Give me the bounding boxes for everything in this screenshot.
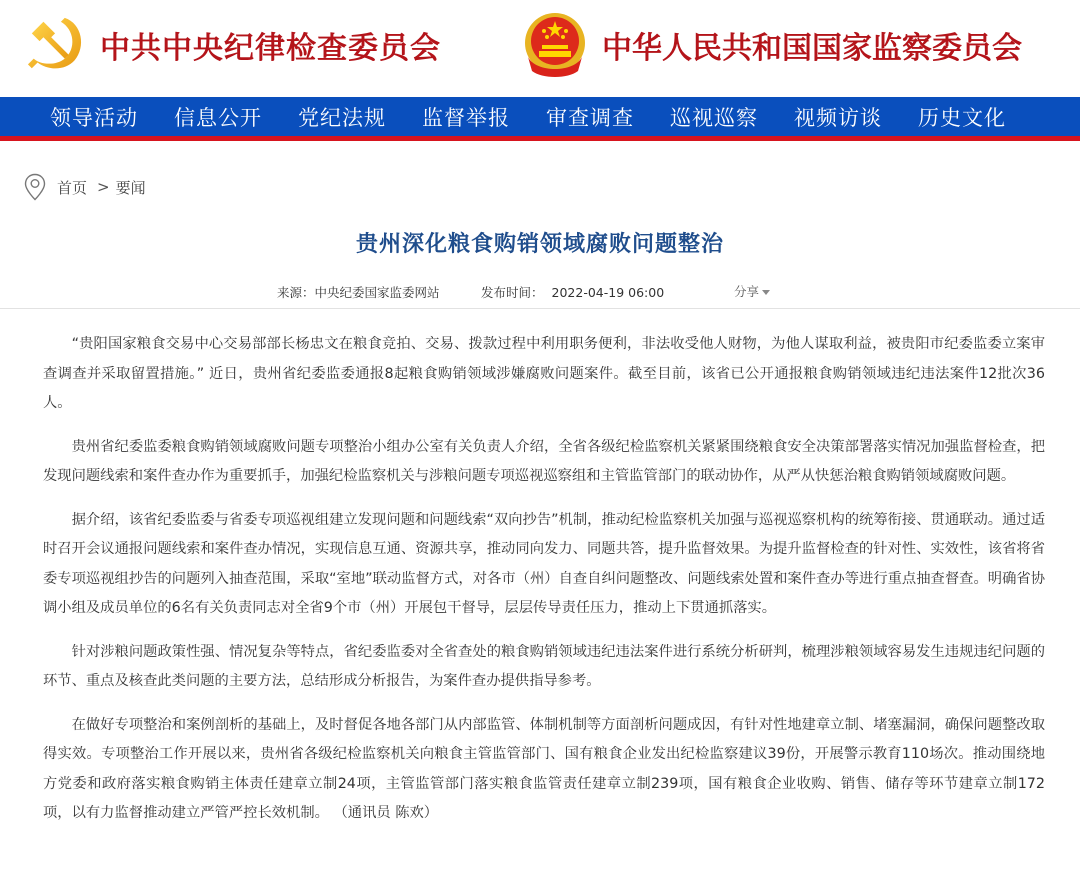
nav-item-inspection[interactable]: 巡视巡察 <box>670 105 758 130</box>
article-source: 来源：中央纪委国家监委网站 <box>277 285 440 300</box>
national-emblem-icon <box>522 11 588 79</box>
main-nav <box>0 97 1080 141</box>
publish-time-label: 发布时间： <box>481 285 544 300</box>
article-paragraph: “贵阳国家粮食交易中心交易部部长杨忠文在粮食竞拍、交易、拨款过程中利用职务便利，非法收受他人财物，为他人谋取利益，被贵阳市纪委监委立案审查调查并采取留置措施。” 近日，贵州省纪委监委通报8起粮食购销领域涉嫌腐败问题案件。截至目前，该省已公开通报粮食购销领域违纪违法案件12批次36人。 <box>43 336 1045 411</box>
article-paragraph: 据介绍，该省纪委监委与省委专项巡视组建立发现问题和问题线索“双向抄告”机制，推动纪检监察机关加强与巡视巡察机构的统筹衔接、贯通联动。通过适时召开会议通报问题线索和案件查办情况，实现信息互通、资源共享，推动同向发力、同题共答，提升监督效果。为提升监督检查的针对性、实效性，该省将省委专项巡视组抄告的问题列入抽查范围，采取“室地”联动监督方式，对各市（州）自查自纠问题整改、问题线索处置和案件查办等进行重点抽查督查。明确省协调小组及成员单位的6名有关负责同志对全省9个市（州）开展包干督导，层层传导责任压力，推动上下贯通抓落实。 <box>43 511 1045 616</box>
share-label: 分享 <box>734 284 760 299</box>
nav-item-leadership[interactable]: 领导活动 <box>50 105 138 130</box>
location-pin-icon <box>24 173 46 201</box>
share-dropdown[interactable] <box>734 282 770 300</box>
article-title: 贵州深化粮食购销领域腐败问题整治 <box>355 232 724 257</box>
nav-item-video[interactable]: 视频访谈 <box>794 105 882 130</box>
article-paragraph: 在做好专项整治和案例剖析的基础上，及时督促各地各部门从内部监管、体制机制等方面剖析问题成因，有针对性地建章立制、堵塞漏洞，确保问题整改取得实效。专项整治工作开展以来，贵州省各级纪检监察机关向粮食主管监管部门、国有粮食企业发出纪检监察建议39份，开展警示教育110场次。推动围绕地方党委和政府落实粮食购销主体责任建章立制24项，主管监管部门落实粮食监管责任建章立制239项，国有粮食企业收购、销售、储存等环节建章立制172项，以有力监督推动建立严管严控长效机制。 （通讯员 陈欢） <box>43 716 1045 821</box>
article-paragraph: 针对涉粮问题政策性强、情况复杂等特点，省纪委监委对全省查处的粮食购销领域违纪违法案件进行系统分析研判，梳理涉粮领域容易发生违规违纪问题的环节、重点及核查此类问题的主要方法，总结形成分析报告，为案件查办提供指导参考。 <box>43 643 1045 689</box>
meta-divider <box>0 308 1080 309</box>
breadcrumb-separator: > <box>97 178 110 196</box>
caret-down-icon <box>762 290 770 295</box>
article-body <box>43 330 1045 843</box>
ccdi-logo-link[interactable] <box>26 0 441 90</box>
site-header <box>0 0 1080 97</box>
nav-item-report[interactable]: 监督举报 <box>422 105 510 130</box>
hammer-sickle-icon <box>26 14 88 76</box>
article-publish-time <box>481 283 664 301</box>
nsc-logo-link[interactable] <box>522 0 1022 90</box>
nav-item-investigation[interactable]: 审查调查 <box>546 105 634 130</box>
publish-time-value: 2022-04-19 06:00 <box>551 285 665 300</box>
breadcrumb-home-link[interactable]: 首页 <box>57 178 88 197</box>
ccdi-name: 中共中央纪律检查委员会 <box>100 31 441 66</box>
nav-item-info-disclosure[interactable]: 信息公开 <box>174 105 262 130</box>
article-paragraph: 贵州省纪委监委粮食购销领域腐败问题专项整治小组办公室有关负责人介绍，全省各级纪检监察机关紧紧围绕粮食安全决策部署落实情况加强监督检查，把发现问题线索和案件查办作为重要抓手，加强纪检监察机关与涉粮问题专项巡视巡察组和主管监管部门的联动协作，从严从快惩治粮食购销领域腐败问题。 <box>43 438 1045 484</box>
breadcrumb <box>24 173 146 201</box>
nsc-name: 中华人民共和国国家监察委员会 <box>602 31 1022 66</box>
breadcrumb-current[interactable]: 要闻 <box>115 178 146 197</box>
nav-item-history[interactable]: 历史文化 <box>918 105 1006 130</box>
nav-item-regulations[interactable]: 党纪法规 <box>298 105 386 130</box>
